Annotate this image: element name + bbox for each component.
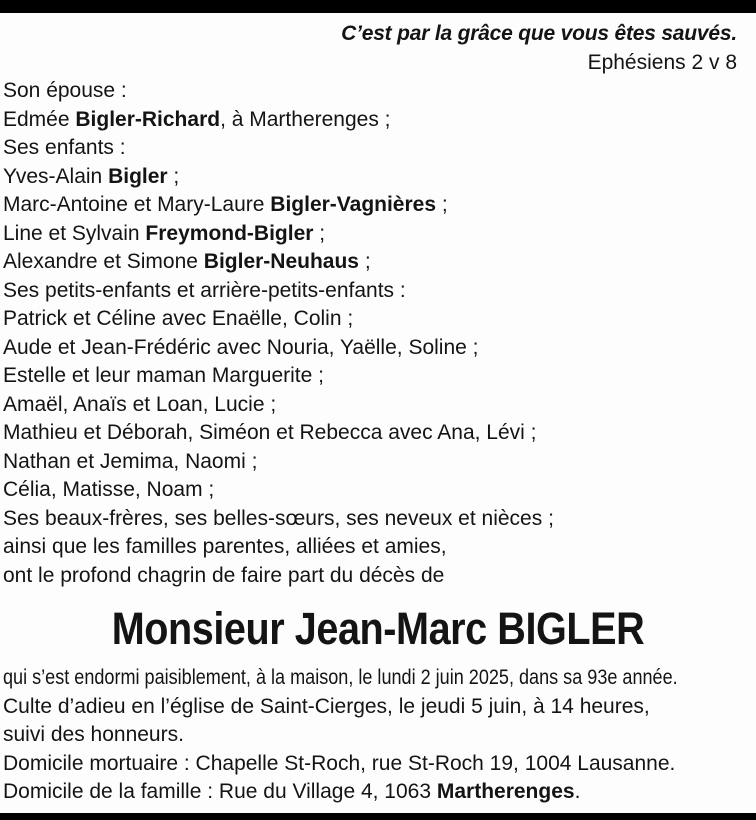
- text-line: [3, 191, 756, 220]
- text-line: [3, 362, 756, 391]
- text-line: [3, 77, 756, 106]
- family-surname-bold: Bigler-Richard: [75, 107, 221, 131]
- text-segment: Alexandre et Simone: [3, 250, 204, 273]
- text-line: [3, 277, 756, 306]
- text-segment: , à Martherenges ;: [220, 107, 391, 131]
- epigraph-quote: C’est par la grâce que vous êtes sauvés.: [341, 22, 737, 45]
- text-line: [3, 693, 756, 722]
- text-segment: Ses enfants :: [3, 136, 126, 159]
- text-segment: suivi des honneurs.: [3, 723, 184, 746]
- family-surname-bold: Bigler: [108, 164, 168, 188]
- text-segment: ont le profond chagrin de faire part du décès de: [3, 563, 445, 587]
- text-line: [3, 476, 756, 505]
- text-segment: Edmée: [3, 107, 76, 131]
- text-segment: Culte d’adieu en l’église de Saint-Cierges, le jeudi 5 juin, à 14 heures,: [3, 694, 650, 718]
- text-segment: Son épouse :: [3, 79, 127, 102]
- text-segment: ;: [167, 164, 180, 188]
- text-segment: Aude et Jean-Frédéric avec Nouria, Yaëlle, Soline ;: [3, 335, 479, 359]
- text-line: [3, 391, 756, 420]
- text-segment: Ses beaux-frères, ses belles-sœurs, ses neveux et nièces ;: [3, 506, 554, 530]
- text-line: [3, 664, 678, 693]
- epigraph-reference: Ephésiens 2 v 8: [587, 50, 737, 74]
- text-line: [3, 248, 756, 277]
- funeral-details-block: [0, 664, 756, 807]
- text-line: [3, 750, 756, 779]
- top-frame-bar: [0, 0, 756, 13]
- text-segment: ;: [313, 221, 326, 245]
- text-segment: qui s’est endormi paisiblement, à la maison, le lundi 2 juin 2025, dans sa 93e année.: [3, 666, 678, 689]
- text-line: [3, 334, 756, 363]
- text-segment: Marc-Antoine et Mary-Laure: [3, 193, 271, 216]
- family-surname-bold: Freymond-Bigler: [145, 221, 314, 245]
- text-segment: Patrick et Céline avec Enaëlle, Colin ;: [3, 307, 354, 330]
- text-segment: Amaël, Anaïs et Loan, Lucie ;: [3, 392, 277, 416]
- text-line: [3, 220, 756, 249]
- text-segment: Nathan et Jemima, Naomi ;: [3, 449, 258, 473]
- text-segment: Ses petits-enfants et arrière-petits-enfants :: [3, 278, 406, 302]
- text-segment: ainsi que les familles parentes, alliées et amies,: [3, 535, 447, 558]
- text-line: [3, 134, 756, 163]
- text-line: [3, 778, 756, 807]
- text-line: [3, 562, 756, 591]
- text-line: [3, 163, 756, 192]
- deceased-name-heading: Monsieur Jean-Marc BIGLER: [111, 603, 645, 654]
- text-segment: Domicile de la famille : Rue du Village 4, 1063: [3, 780, 437, 803]
- text-segment: Estelle et leur maman Marguerite ;: [3, 364, 324, 387]
- text-segment: Yves-Alain: [3, 164, 109, 188]
- family-announcement-block: [0, 77, 756, 590]
- family-surname-bold: Bigler-Vagnières: [270, 193, 437, 216]
- family-surname-bold: Bigler-Neuhaus: [203, 250, 359, 273]
- text-segment: Mathieu et Déborah, Siméon et Rebecca avec Ana, Lévi ;: [3, 421, 537, 444]
- text-segment: Célia, Matisse, Noam ;: [3, 478, 215, 501]
- bottom-frame-bar: [0, 813, 756, 820]
- text-segment: .: [574, 780, 581, 803]
- text-line: [3, 721, 756, 750]
- text-line: [3, 106, 756, 135]
- text-line: [3, 505, 756, 534]
- epigraph: [0, 20, 756, 77]
- text-segment: ;: [436, 193, 448, 216]
- text-line: [3, 533, 756, 562]
- text-segment: Line et Sylvain: [3, 221, 146, 245]
- text-line: [3, 448, 756, 477]
- family-surname-bold: Martherenges: [436, 780, 575, 803]
- text-line: [3, 305, 756, 334]
- text-segment: ;: [359, 250, 371, 273]
- text-segment: Domicile mortuaire : Chapelle St-Roch, rue St-Roch 19, 1004 Lausanne.: [3, 751, 676, 775]
- text-line: [3, 419, 756, 448]
